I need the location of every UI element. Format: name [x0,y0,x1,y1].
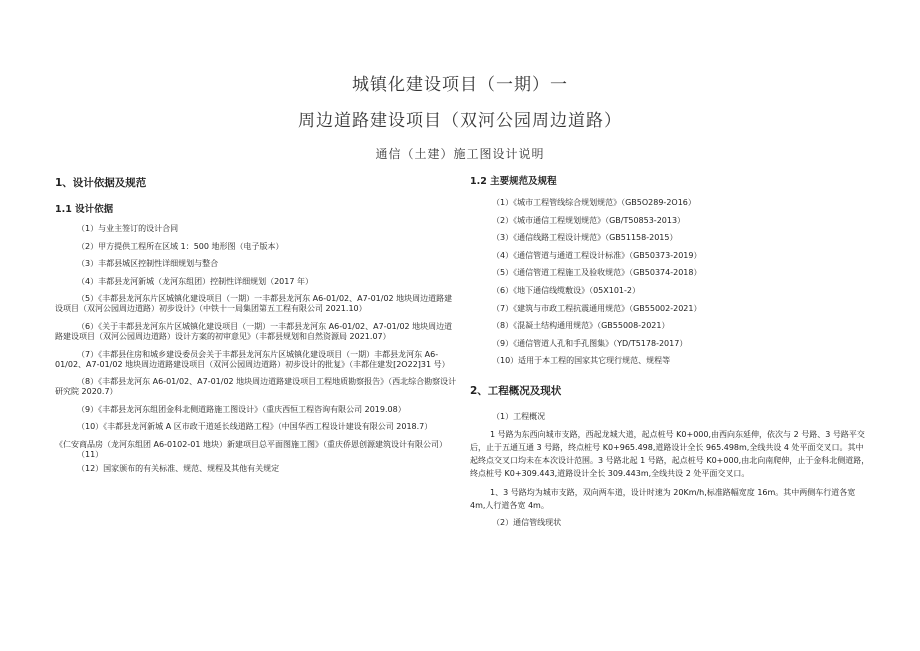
paragraph-overview: 1 号路为东西向城市支路，西起龙城大道，起点桩号 K0+000,由西向东延伸，依次与 2 号路、3 号路平交后，止于五通互通 3 号路，终点桩号 K0+965.498,道路设计全长 965.498m,全线共设 4 处平面交叉口。其中起终点交叉口均未在本次设计范围。3 号路北起 1 号路，起点桩号 K0+000,由北向南爬伸，止于金科北侧道路，终点桩号 K0+309.443,道路设计全长 309.443m,全线共设 2 处平面交叉口。 [470,429,870,478]
subsection-heading-1-1: 1.1 设计依据 [55,204,114,215]
list-item: （12）国家颁布的有关标准、规范、规程及其他有关规定 [77,463,280,473]
list-item: （2）甲方提供工程所在区域 1：500 地形图（电子版本） [77,241,284,251]
list-item-number: （11） [77,449,104,459]
list-item: （6）《地下通信线缆敷设》（05X101-2） [492,285,640,295]
paragraph-road-spec: 1、3 号路均为城市支路，双向两车道，设计时速为 20Km/h,标准路幅宽度 16m。其中两侧车行道各宽 4m,人行道各宽 4m。 [470,487,856,510]
document-subtitle: 通信（土建）施工图设计说明 [375,147,545,161]
list-item: （6）《关于丰都县龙河东片区城镇化建设项目（一期）一丰都县龙河东 A6-01/02、A7-01/02 地块周边道路建设项目（双河公园周边道路）设计方案的初审意见》（丰都县规划和自然资源局 2021.07） [55,321,453,341]
sub-heading-pipeline-status: （2）通信管线现状 [492,517,562,527]
left-column [55,176,460,482]
list-item: （7）《丰都县住房和城乡建设委员会关于丰都县龙河东片区城镇化建设项目（一期）丰都县龙河东 A6-01/02、A7-01/02 地块周边道路建设项目（双河公园周边道路）初步设计的批复》（丰都住建发[2O22]31 号） [55,349,450,369]
list-item: 《仁安商品房（龙河东组团 A6-0102-01 地块）新建项目总平面图施工图》（重庆侨恩创源建筑设计有限公司） [55,439,447,449]
document-title-line2: 周边道路建设项目（双河公园周边道路） [298,111,622,131]
list-item: （5）《丰都县龙河东片区城镇化建设项目（一期）一丰都县龙河东 A6-01/02、A7-01/02 地块周边道路建设项目（双河公园周边道路）初步设计》（中铁十一局集团第五工程有限公司 2021.10） [55,294,453,314]
sub-heading-overview: （1）工程概况 [492,411,546,421]
list-item: （3）丰都县城区控制性详细规划与整合 [77,259,219,269]
list-item: （8）《丰都县龙河东 A6-01/02、A7-01/02 地块周边道路建设项目工程地质勘察报告》（西北综合勘察设计研究院 2020.7） [55,377,457,397]
list-item: （9）《通信管道人孔和手孔图集》（YD/T5178-2017） [492,338,688,348]
section-heading-project-overview: 2、工程概况及现状 [470,384,562,397]
list-item: （1）与业主签订的设计合同 [77,224,179,233]
list-item: （1）《城市工程管线综合规划规范》（GB5O289-2O16） [492,198,696,207]
section-heading-design-basis: 1、设计依据及规范 [55,177,147,189]
list-item: （2）《城市通信工程规划规范》（GB/T50853-2013） [492,215,686,225]
list-item: （9）《丰都县龙河东组团金科北侧道路施工图设计》（重庆西恒工程咨询有限公司 2019.08） [77,404,406,414]
subsection-heading-1-2: 1.2 主要规范及规程 [470,176,557,187]
list-item: （3）《通信线路工程设计规范》（GB51158-2015） [492,233,678,243]
list-item: （4）《通信管道与通道工程设计标准》（GB50373-2019） [492,250,702,260]
document-title-line1: 城镇化建设项目（一期）一 [352,75,568,95]
list-item: （5）《通信管道工程施工及验收规范》（GB50374-2018） [492,268,702,278]
right-column [470,176,870,534]
list-item: （10）《丰都县龙河新城 A 区市政干道延长线道路工程》（中国华西工程设计建设有限公司 2018.7） [77,422,433,432]
list-item: （4）丰都县龙河新城（龙河东组团）控制性详细规划（2017 年） [77,276,313,286]
list-item: （8）《混凝土结构通用规范》（GB55008-2021） [492,321,670,331]
list-item: （10）适用于本工程的国家其它现行规范、规程等 [492,356,671,366]
list-item: （7）《建筑与市政工程抗震通用规范》（GB55002-2021） [492,303,702,313]
